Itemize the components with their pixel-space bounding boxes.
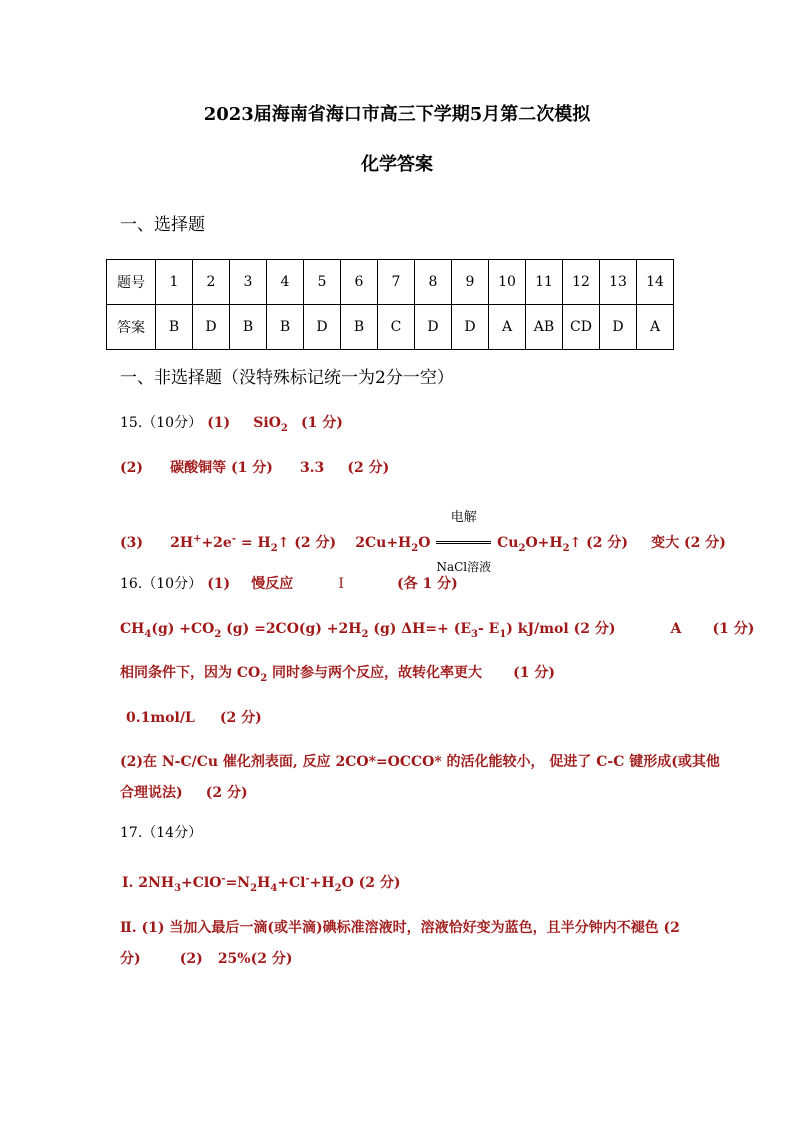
q17-part2-answer: Ⅱ. (1) 当加入最后一滴(或半滴)碘标准溶液时，溶液恰好变为蓝色，且半分钟内不褪色 (2 — [120, 920, 680, 936]
table-cell: 13 — [600, 260, 637, 305]
table-cell: 2 — [193, 260, 230, 305]
q16-score: (2 分) — [219, 710, 262, 726]
q17-answer-percent: 25%(2 分) — [217, 951, 293, 967]
table-cell: 9 — [452, 260, 489, 305]
q17-line1 — [122, 872, 401, 894]
q15-heading: 15.（10分） — [120, 415, 203, 431]
q17-part2-sub2-label: (2) — [179, 951, 203, 967]
q15-answer-ph: 3.3 — [299, 460, 325, 476]
q16-line4 — [126, 707, 262, 727]
q16-thermo-equation: $CH_4(g) +CO_2$ $(g) =2CO(g) +2H_2$ (g) $\Delta H=+ (E_3-$ $E_1$) kJ/mol (2 分) — [120, 621, 616, 640]
table-cell: C — [378, 305, 415, 350]
table-cell: B — [267, 305, 304, 350]
table-row-answers — [107, 305, 674, 350]
table-cell: D — [193, 305, 230, 350]
table-cell: 7 — [378, 260, 415, 305]
q15-answer-copper-carbonate: 碳酸铜等 (1 分) — [170, 460, 273, 476]
table-cell: B — [230, 305, 267, 350]
q15-line2 — [120, 457, 389, 477]
q16-explanation: 相同条件下，因为 $CO_2$ 同时参与两个反应，故转化率更大 — [120, 665, 483, 684]
q16-line6 — [120, 782, 248, 802]
q15-answer-sio2: SiO$_2$ — [253, 415, 288, 434]
page-title: 2023届海南省海口市高三下学期5月第二次模拟 — [203, 104, 591, 125]
table-cell: 11 — [526, 260, 563, 305]
q15-score: (1 分) — [300, 415, 343, 431]
q16-answer-A: A — [670, 621, 682, 637]
q16-score: (2 分) — [205, 785, 248, 801]
q16-score: (1 分) — [513, 665, 556, 681]
table-cell: B — [341, 305, 378, 350]
q15-total-equation: $2Cu+H_2O$ — [355, 535, 431, 554]
table-cell: 5 — [304, 260, 341, 305]
q16-answer-concentration: 0.1mol/L — [126, 710, 195, 726]
section-multiple-choice: 一、选择题 — [120, 215, 205, 235]
table-cell: 4 — [267, 260, 304, 305]
table-cell: A — [489, 305, 526, 350]
table-cell: 6 — [341, 260, 378, 305]
q15-line1 — [120, 412, 343, 434]
table-cell: 3 — [230, 260, 267, 305]
q15-part1-label: (1) — [207, 415, 231, 431]
table-cell: D — [415, 305, 452, 350]
q17-equation: Ⅰ. $2NH_3+ClO^-=N_2H_4+Cl^-+H_2O$ (2 分) — [122, 873, 401, 894]
q15-part2-label: (2) — [120, 460, 143, 476]
table-cell: 12 — [563, 260, 600, 305]
table-row-numbers — [107, 260, 674, 305]
q17-line3 — [120, 948, 292, 968]
table-cell: 8 — [415, 260, 452, 305]
q16-line2 — [120, 618, 754, 640]
table-cell: B — [156, 305, 193, 350]
answer-table — [106, 259, 674, 350]
table-cell: D — [452, 305, 489, 350]
table-header-answer: 答案 — [107, 305, 156, 350]
q17-part2-answer-cont: 分) — [120, 951, 141, 967]
table-cell: 14 — [637, 260, 674, 305]
q17-heading: 17.（14分） — [120, 825, 203, 841]
q16-heading: 16.（10分） — [120, 576, 203, 592]
q16-part2-answer-cont: 合理说法) — [120, 785, 183, 801]
q16-part1-label: (1) — [207, 576, 231, 592]
reaction-condition: $\frac{\text{电解}}{\text{NaCl溶液}}$ — [436, 496, 491, 589]
table-cell: A — [637, 305, 674, 350]
page-subtitle: 化学答案 — [361, 154, 433, 175]
table-cell: D — [600, 305, 637, 350]
q16-answer-slow-reaction: 慢反应 — [251, 576, 294, 592]
q15-cathode-equation: $2H^++2e^- = H_2↑$ (2 分) — [170, 533, 337, 554]
q15-line3 — [120, 496, 726, 574]
q16-line3 — [120, 662, 555, 684]
q15-answer-change: 变大 (2 分) — [651, 535, 726, 551]
q15-total-equation-products: $Cu_2O+H_2↑$ (2 分) — [497, 535, 629, 554]
table-cell: AB — [526, 305, 563, 350]
table-cell: CD — [563, 305, 600, 350]
table-header-number: 题号 — [107, 260, 156, 305]
q15-part3-label: (3) — [120, 535, 143, 551]
section-non-choice: 一、非选择题（没特殊标记统一为2分一空） — [120, 368, 454, 388]
q15-score: (2 分) — [347, 460, 390, 476]
q16-answer-I: I — [338, 576, 344, 592]
table-cell: D — [304, 305, 341, 350]
q16-line1 — [120, 573, 458, 593]
table-cell: 1 — [156, 260, 193, 305]
table-cell: 10 — [489, 260, 526, 305]
q16-part2-answer: (2)在 N-C/Cu 催化剂表面, 反应 2CO*=OCCO* 的活化能较小， 促进了 C-C 键形成(或其他 — [120, 754, 720, 770]
q16-score: (各 1 分) — [397, 576, 458, 592]
q16-score: (1 分) — [712, 621, 755, 637]
